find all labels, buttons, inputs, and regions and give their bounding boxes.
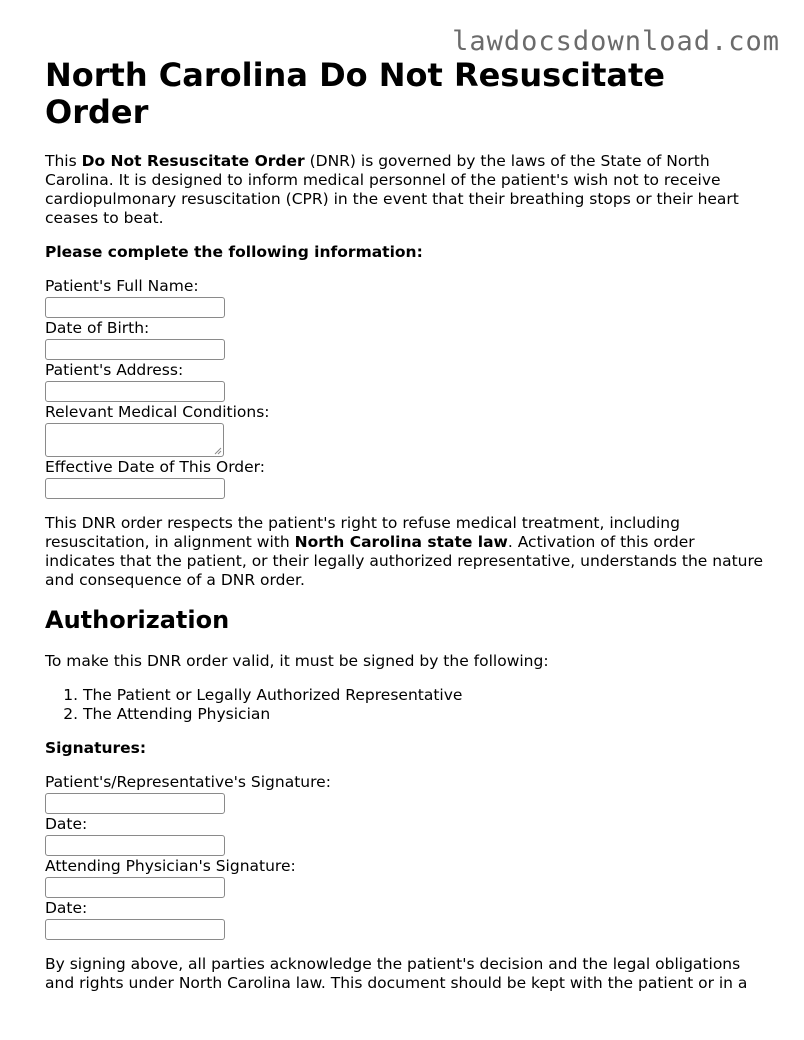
physician-signature-input[interactable] xyxy=(45,877,225,898)
intro-suffix: (DNR) is governed by the laws of the State of North Carolina. It is designed to inform medical personnel of the patient's wish not to receive cardiopulmonary resuscitation (CPR) in the event that their breathing stops or their heart ceases to beat. xyxy=(45,152,739,227)
rights-bold: North Carolina state law xyxy=(294,533,508,551)
full-name-input[interactable] xyxy=(45,297,225,318)
physician-signature-label: Attending Physician's Signature: xyxy=(45,857,296,875)
patient-date-label: Date: xyxy=(45,815,88,833)
effective-date-label: Effective Date of This Order: xyxy=(45,458,265,476)
signatures-heading: Signatures: xyxy=(45,739,147,757)
conditions-label: Relevant Medical Conditions: xyxy=(45,403,270,421)
effective-date-input[interactable] xyxy=(45,478,225,499)
list-item: 1. The Patient or Legally Authorized Representative xyxy=(83,686,765,705)
signer-list xyxy=(45,686,765,724)
dob-input[interactable] xyxy=(45,339,225,360)
address-label: Patient's Address: xyxy=(45,361,184,379)
page-title: North Carolina Do Not Resuscitate Order xyxy=(45,56,665,131)
patient-signature-label: Patient's/Representative's Signature: xyxy=(45,773,331,791)
patient-info-form xyxy=(45,277,765,499)
resize-grip-icon[interactable] xyxy=(214,447,222,455)
physician-date-label: Date: xyxy=(45,899,88,917)
signatures-form xyxy=(45,773,765,940)
full-name-label: Patient's Full Name: xyxy=(45,277,199,295)
conditions-textarea[interactable] xyxy=(45,423,224,457)
dob-label: Date of Birth: xyxy=(45,319,150,337)
intro-bold: Do Not Resuscitate Order xyxy=(81,152,305,170)
authorization-heading: Authorization xyxy=(45,606,230,634)
form-heading: Please complete the following information: xyxy=(45,243,423,261)
list-item: 2. The Attending Physician xyxy=(83,705,765,724)
physician-date-input[interactable] xyxy=(45,919,225,940)
watermark: lawdocsdownload.com xyxy=(452,26,780,57)
intro-paragraph xyxy=(45,152,765,228)
closing-paragraph: By signing above, all parties acknowledge the patient's decision and the legal obligations and rights under North Carolina law. This document should be kept with the patient or in a xyxy=(45,955,748,992)
address-input[interactable] xyxy=(45,381,225,402)
rights-prefix: This DNR order respects the patient's right to refuse medical treatment, including resuscitation, in alignment with xyxy=(45,514,680,551)
document xyxy=(45,57,765,993)
patient-date-input[interactable] xyxy=(45,835,225,856)
intro-prefix: This xyxy=(45,152,82,170)
rights-paragraph xyxy=(45,514,765,590)
authorization-text: To make this DNR order valid, it must be signed by the following: xyxy=(45,652,549,670)
patient-signature-input[interactable] xyxy=(45,793,225,814)
rights-suffix: . Activation of this order indicates that the patient, or their legally authorized representative, understands the nature and consequence of a DNR order. xyxy=(45,533,764,589)
